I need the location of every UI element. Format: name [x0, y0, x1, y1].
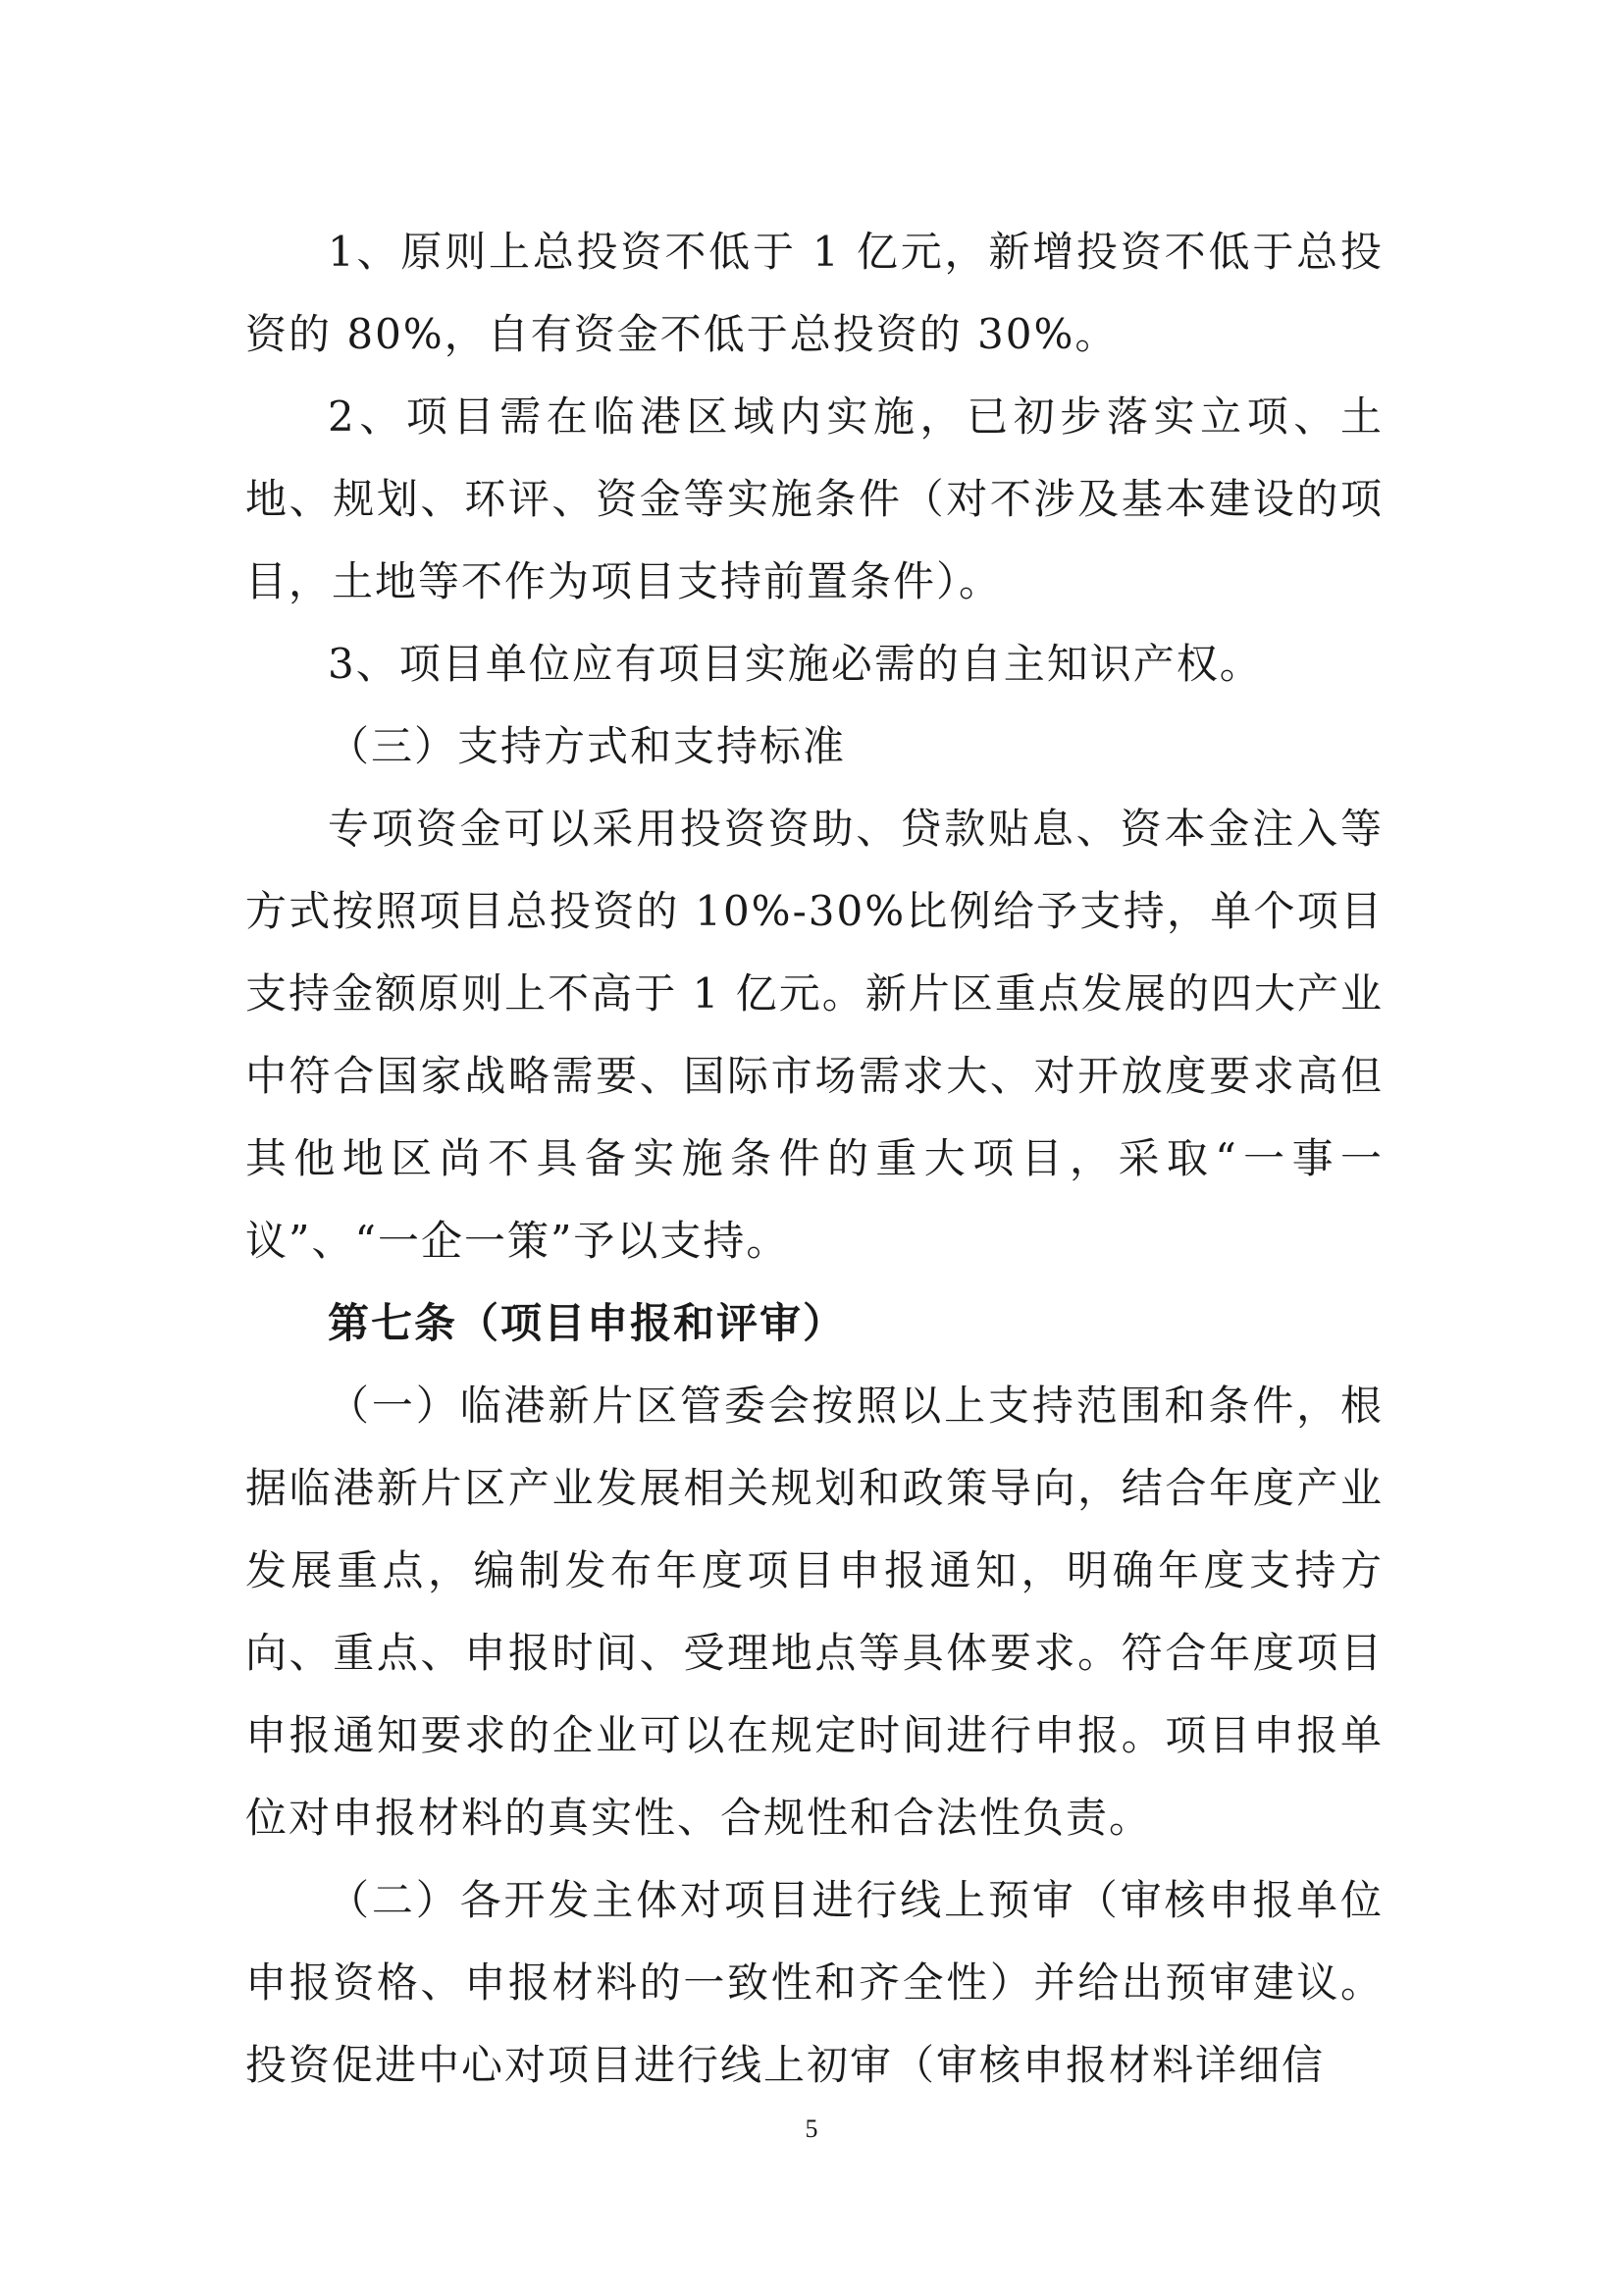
paragraph-condition-1: 1、原则上总投资不低于 1 亿元，新增投资不低于总投资的 80%，自有资金不低于总投资的 30%。 — [245, 228, 1384, 358]
article-heading-7: 第七条（项目申报和评审） — [328, 1299, 847, 1347]
page-number: 5 — [805, 2114, 818, 2143]
document-body — [245, 211, 1384, 2107]
paragraph-condition-3: 3、项目单位应有项目实施必需的自主知识产权。 — [328, 640, 1263, 688]
paragraph-application-1: （一）临港新片区管委会按照以上支持范围和条件，根据临港新片区产业发展相关规划和政策导向，结合年度产业发展重点，编制发布年度项目申报通知，明确年度支持方向、重点、申报时间、受理地点等具体要求。符合年度项目申报通知要求的企业可以在规定时间进行申报。项目申报单位对申报材料的真实性、合规性和合法性负责。 — [245, 1382, 1384, 1842]
paragraph-support-standard: 专项资金可以采用投资资助、贷款贴息、资本金注入等方式按照项目总投资的 10%-30%比例给予支持，单个项目支持金额原则上不高于 1 亿元。新片区重点发展的四大产业中符合国家战略需要、国际市场需求大、对开放度要求高但其他地区尚不具备实施条件的重大项目，采取“一事一议”、“一企一策”予以支持。 — [245, 805, 1384, 1265]
paragraph-condition-2: 2、项目需在临港区域内实施，已初步落实立项、土地、规划、环评、资金等实施条件（对不涉及基本建设的项目，土地等不作为项目支持前置条件）。 — [245, 392, 1384, 605]
section-heading-support-method: （三）支持方式和支持标准 — [328, 722, 847, 770]
paragraph-application-2: （二）各开发主体对项目进行线上预审（审核申报单位申报资格、申报材料的一致性和齐全性）并给出预审建议。投资促进中心对项目进行线上初审（审核申报材料详细信 — [245, 1876, 1384, 2089]
